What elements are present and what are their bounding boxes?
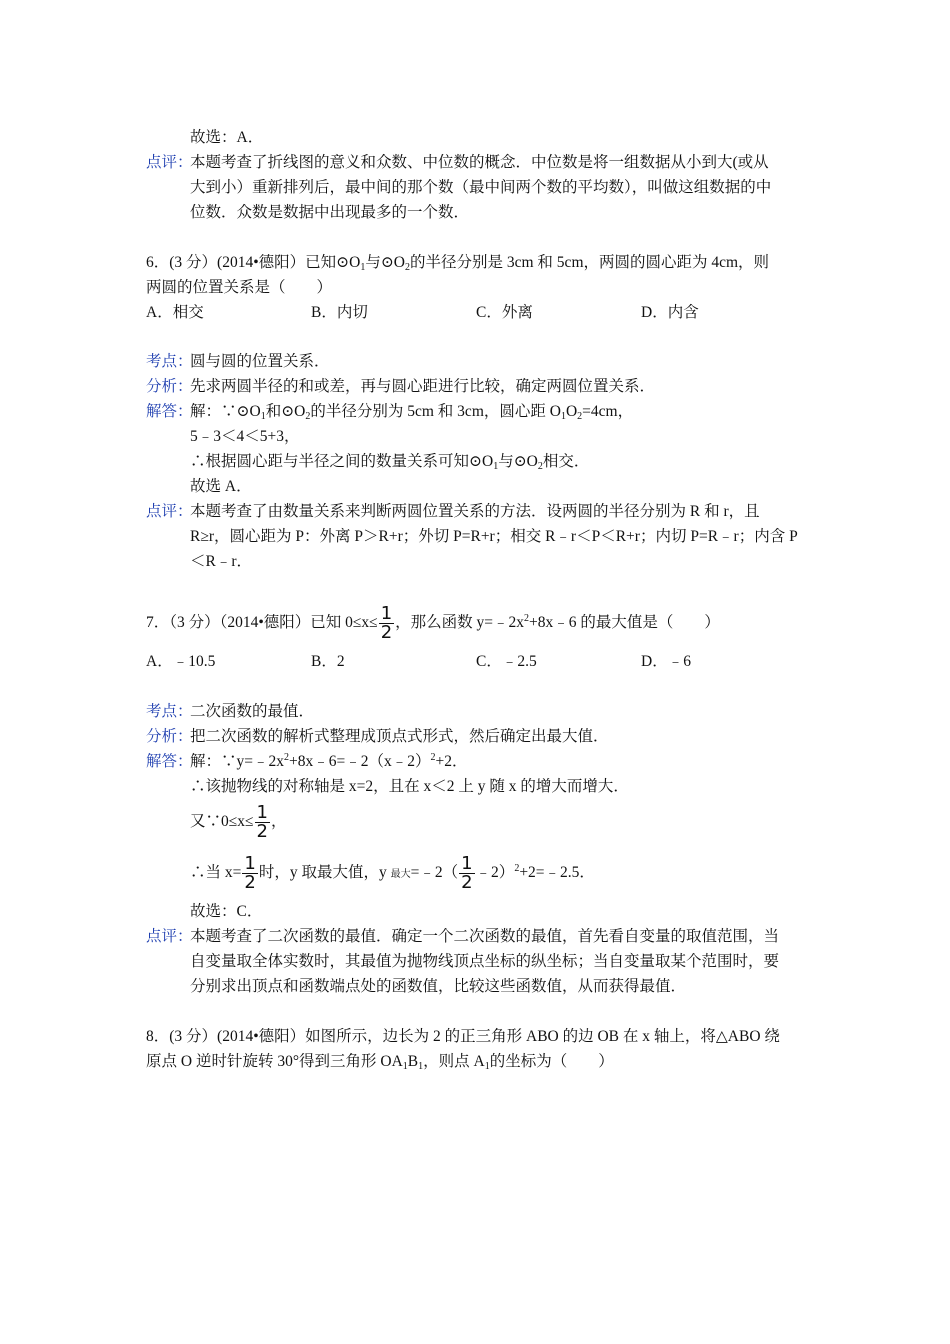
q7-analysis: 把二次函数的解析式整理成顶点式形式，然后确定出最大值．: [190, 728, 609, 745]
p5-answer: 故选：A．: [190, 129, 264, 146]
q7-comment-line-1: 本题考查了二次函数的最值．确定一个二次函数的最值，首先看自变量的取值范围，当: [190, 928, 780, 945]
q6-stem-line-1: 6．(3 分）(2014•德阳）已知$⊙O_1$与$⊙O_2$的半径分别是 3cm 和 5cm，两圆的圆心距为 4cm，则: [146, 254, 770, 273]
q6-solution-label: 解答：: [146, 403, 193, 420]
q6-point: 圆与圆的位置关系．: [190, 353, 330, 370]
fraction-one-half: $\frac{1}{2}$: [380, 602, 393, 643]
q6-solution-line-4: 故选 A．: [190, 478, 252, 495]
q6-option-a: A．相交: [146, 304, 204, 321]
q7-point: 二次函数的最值．: [190, 703, 315, 720]
q7-solution-label: 解答：: [146, 753, 193, 770]
q8-stem-line-1: 8．(3 分）(2014•德阳）如图所示，边长为 2 的正三角形 ABO 的边 OB 在 x 轴上，将△ABO 绕: [146, 1028, 780, 1045]
q6-comment-label: 点评：: [146, 503, 193, 520]
q6-option-c: C．外离: [476, 304, 533, 321]
q6-analysis-label: 分析：: [146, 378, 193, 395]
q7-stem: 7．（3 分）（2014•德阳）已知 0≤x≤ $\frac{1}{2}$ ，那么函数 $y=﹣2x^2+8x﹣6$ 的最大值是（ ）: [146, 602, 720, 643]
q7-analysis-label: 分析：: [146, 728, 193, 745]
q7-point-label: 考点：: [146, 703, 193, 720]
q6-comment-line-3: ＜R﹣r．: [190, 553, 253, 570]
q7-option-c: C．﹣2.5: [476, 653, 537, 670]
fraction-one-half: $\frac{1}{2}$: [461, 852, 473, 893]
q6-solution-line-3: ∴根据圆心距与半径之间的数量关系可知$⊙O_1$与$⊙O_2$相交．: [190, 453, 590, 472]
fraction-one-half: $\frac{1}{2}$: [256, 801, 268, 842]
q7-solution-line-2: ∴该抛物线的对称轴是 x=2，且在 x＜2 上 y 随 x 的增大而增大．: [190, 778, 629, 795]
q6-solution-line-2: 5﹣3＜4＜5+3，: [190, 428, 300, 445]
q7-option-b: B．2: [311, 653, 345, 670]
q6-option-d: D．内含: [641, 304, 699, 321]
p5-comment-line-1: 本题考查了折线图的意义和众数、中位数的概念．中位数是将一组数据从小到大(或从: [190, 154, 769, 171]
fraction-one-half: $\frac{1}{2}$: [244, 852, 256, 893]
q6-analysis: 先求两圆半径的和或差，再与圆心距进行比较，确定两圆位置关系．: [190, 378, 656, 395]
q7-solution-line-1: 解：$\because y=﹣2x^2+8x﹣6=﹣2(x﹣2)^2+2$．: [190, 752, 468, 770]
p5-comment-line-2: 大到小）重新排列后，最中间的那个数（最中间两个数的平均数），叫做这组数据的中: [190, 179, 772, 196]
q7-solution-line-5: 故选：C．: [190, 903, 263, 920]
p5-comment-label: 点评：: [146, 154, 193, 171]
q7-comment-line-3: 分别求出顶点和函数端点处的函数值，比较这些函数值，从而获得最值．: [190, 978, 687, 995]
q8-stem-line-2: 原点 O 逆时针旋转 30°得到三角形 $OA_1B_1$，则点 $A_1$的坐标为（ ）: [146, 1053, 614, 1072]
q6-option-b: B．内切: [311, 304, 368, 321]
q7-solution-line-4: ∴当 x= $\frac{1}{2}$ 时，y 取最大值，y 最大=﹣2（ $\frac{1}{2}$ ﹣2）$^2$+2=﹣2.5．: [190, 852, 595, 893]
q6-point-label: 考点：: [146, 353, 193, 370]
q6-solution-line-1: 解：$\because⊙O_1$和$⊙O_2$的半径分别为 5cm 和 3cm，圆心距 $O_1O_2=4cm$，: [190, 403, 634, 422]
q7-comment-line-2: 自变量取全体实数时，其最值为抛物线顶点坐标的纵坐标；当自变量取某个范围时，要: [190, 953, 780, 970]
q7-comment-label: 点评：: [146, 928, 193, 945]
q7-option-a: A．﹣10.5: [146, 653, 216, 670]
q6-stem-line-2: 两圆的位置关系是（ ）: [146, 279, 333, 296]
q6-comment-line-2: R≥r，圆心距为 P：外离 P＞R+r；外切 P=R+r；相交 R﹣r＜P＜R+r；内切 P=R﹣r；内含 P: [190, 528, 798, 545]
q6-comment-line-1: 本题考查了由数量关系来判断两圆位置关系的方法．设两圆的半径分别为 R 和 r，且: [190, 503, 760, 520]
q7-option-d: D．﹣6: [641, 653, 691, 670]
q7-solution-line-3: 又∵0≤x≤ $\frac{1}{2}$ ，: [190, 801, 287, 842]
p5-comment-line-3: 位数．众数是数据中出现最多的一个数．: [190, 204, 470, 221]
